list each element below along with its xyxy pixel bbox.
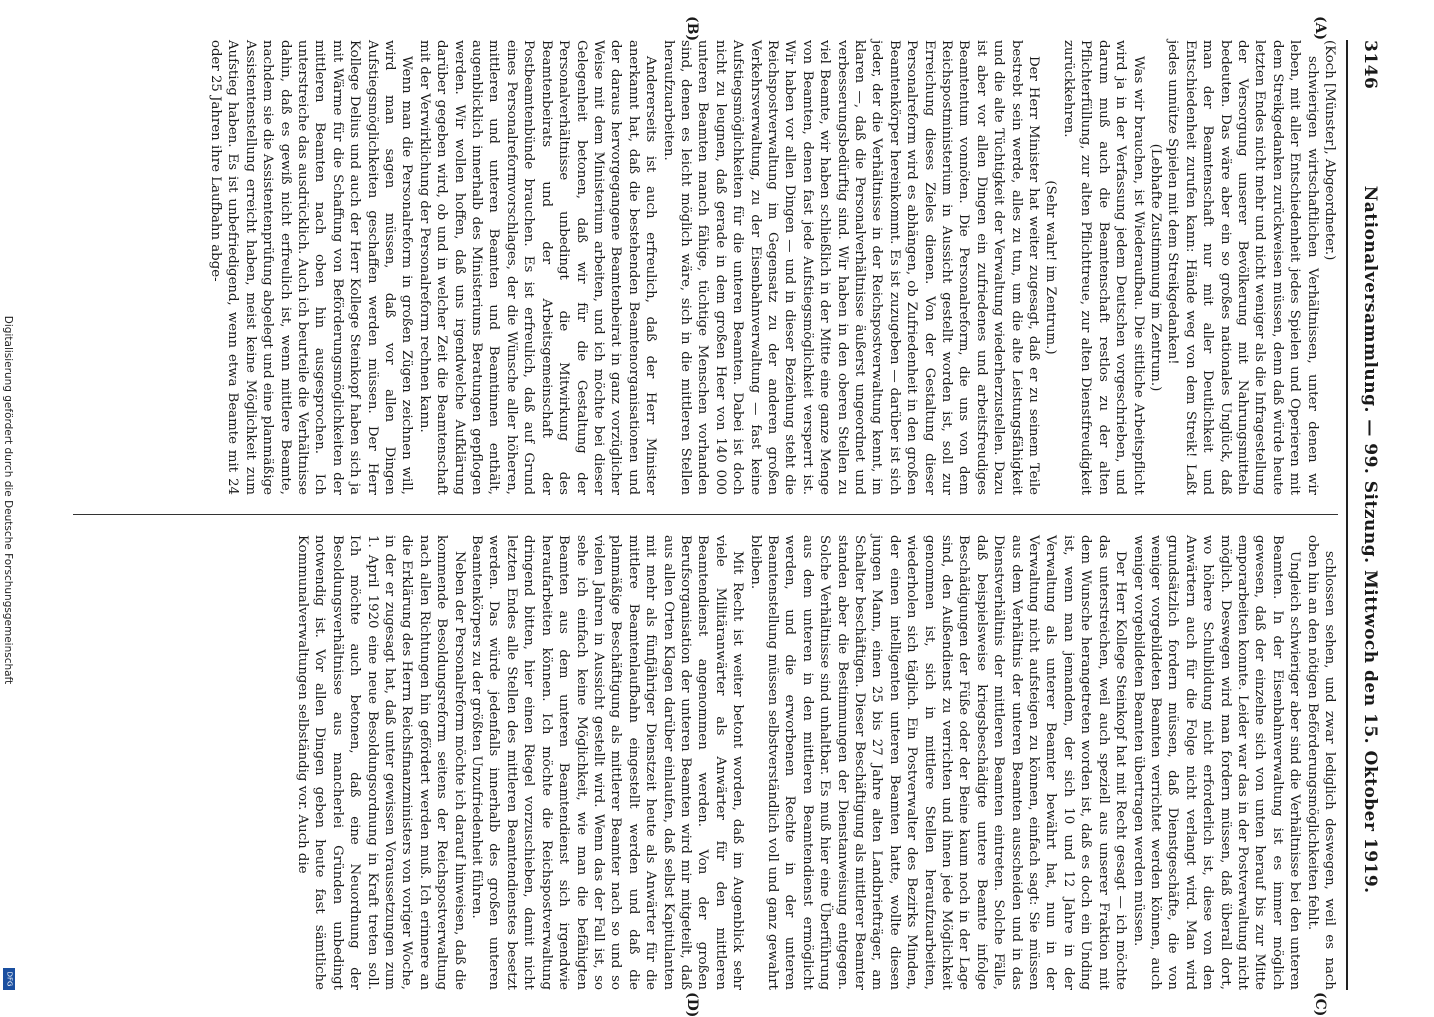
dfg-logo-text: DFG <box>5 971 13 987</box>
right-column-paragraph: Ungleich schwieriger aber sind die Verhältnisse bei den unteren Beamten. In der Eisenbahnverwaltung ist es immer möglich gewesen, daß der einzelne sich von unten herauf bis zur Mitte emporarbeiten konnte. Leider war das in der Postverwaltung nicht möglich. Deswegen wird man fordern müssen, daß überall dort, wo höhere Schulbildung nicht erforderlich ist, diese von den Anwärtern auch für die Folge nicht verlangt wird. Man wird grundsätzlich fordern müssen, daß Dienstgeschäfte, die von weniger vorgebildeten Beamten verrichtet werden können, auch weniger vorgebildeten Beamten übertragen werden müssen. <box>1130 535 1303 990</box>
margin-marker-c: (C) <box>1312 992 1328 1017</box>
credit-text: Digitalisierung gefördert durch die Deutsche Forschungsgemeinschaft <box>2 315 15 685</box>
digitization-credit <box>0 10 16 990</box>
margin-marker-d: (D) <box>684 992 700 1017</box>
right-column-paragraph: schlossen sehen, und zwar lediglich deswegen, weil es nach oben hin an den nötigen Beförderungsmöglichkeiten fehlt. <box>1304 535 1337 990</box>
margin-marker-b: (B) <box>684 16 700 42</box>
left-column-paragraph: (Koch [Münster], Abgeordneter.) <box>1322 40 1337 261</box>
rotated-page-content <box>65 16 1390 1017</box>
right-column <box>73 535 1338 990</box>
left-column-paragraph: Andererseits ist auch erfreulich, daß der Herr Minister anerkannt hat, daß die bestehenden Beamtenorganisationen und der daraus hervorgegangene Beamtenbeirat in ganz vorzüglicher Weise mit dem Ministerium arbeiten, und ich möchte bei dieser Gelegenheit betonen, daß wir für die Gestaltung der Personalverhältnisse unbedingt die Mitwirkung des Beamtenbeirats und der Arbeitsgemeinschaft der Postbeamtenbünde brauchen. Es ist erfreulich, daß auf Grund eines Personalreformvorschlages, der die Wünsche aller höheren, mittleren und unteren Beamten und Beamtinnen enthält, augenblicklich innerhalb des Ministeriums Beratungen gepflogen werden. Wir wollen hoffen, daß uns irgendwelche Aufklärung darüber gegeben wird, ob und in welcher Zeit die Beamtenschaft mit der Verwirklichung der Personalreform rechnen kann. <box>416 40 659 495</box>
dfg-logo-icon <box>3 968 15 990</box>
left-column-paragraph: (Lebhafte Zustimmung im Zentrum.) <box>1147 143 1163 392</box>
right-column-paragraph: Der Herr Kollege Steinkopf hat mit Recht gesagt — ich möchte das unterstreichen, weil auch speziell aus unserer Fraktion mit dem Wunsche herangetreten worden ist, daß es doch ein Unding ist, wenn man jemandem, der sich 10 und 12 Jahre in der Verwaltung als unterer Beamter bewährt hat, nun in der Verwaltung nicht aufsteigen zu können, einfach sagt: Sie müssen aus dem Verhältnis der unteren Beamten ausscheiden und in das Dienstverhältnis der mittleren Beamten eintreten. Solche Fälle, daß beispielsweise kriegsbeschädigte untere Beamte infolge Beschädigungen der Füße oder der Beine kaum noch in der Lage sind, den Außendienst zu verrichten und ihnen jede Möglichkeit genommen ist, sich in mittlere Stellen heraufzuarbeiten, wiederholen sich täglich. Ein Postverwalter des Bezirks Minden, der einen intelligenten unteren Beamten hatte, wollte diesen jungen Mann, einen 25 bis 27 Jahre alten Landbriefträger, am Schalter beschäftigen. Dieser Beschäftigung als mittlerer Beamter standen aber die Bestimmungen der Dienstanweisung entgegen. Solche Verhältnisse sind unhaltbar. Es muß hier eine Überführung aus dem unteren in den mittleren Beamtendienst ermöglicht werden, und die erworbenen Rechte in der unteren Beamtenstellung müssen selbstverständlich voll und ganz gewahrt bleiben. <box>747 535 1129 990</box>
column-divider <box>73 514 1338 515</box>
margin-marker-a: (A) <box>1312 16 1328 41</box>
running-title: Nationalversammlung. — 99. Sitzung. Mittwoch den 15. Oktober 1919. <box>1360 185 1380 894</box>
right-column-paragraph: Mit Recht ist weiter betont worden, daß im Augenblick sehr viele Militäranwärter als Anwärter für den mittleren Beamtendienst angenommen werden. Von der großen Berufsorganisation der unteren Beamten wird mir mitgeteilt, daß aus allen Orten Klagen darüber einlaufen, daß selbst Kapitulanten mit mehr als fünfjähriger Dienstzeit heute als Anwärter für die mittlere Beamtenlaufbahn eingestellt werden und daß die planmäßige Beschäftigung als mittlerer Beamter nach so und so vielen Jahren in Aussicht gestellt wird. Wenn das der Fall ist, so sehe ich einfach keine Möglichkeit, wie man die befähigten Beamten aus dem unteren Beamtendienst sich irgendwie heraufarbeiten können. Ich möchte die Reichspostverwaltung dringend bitten, hier einen Riegel vorzuschieben, damit nicht letzten Endes alle Stellen des mittleren Beamtendienstes besetzt werden. Das würde jedenfalls innerhalb des großen unteren Beamtenkörpers zu der größten Unzufriedenheit führen. <box>469 535 746 990</box>
page-number: 3146 <box>1360 40 1380 90</box>
left-column-paragraph: schwierigen wirtschaftlichen Verhältnissen, unter denen wir leben, mit aller Entschiedenheit jedes Spielen und Operieren mit dem Streikgedanken zurückweisen müssen, denn daß würde heute letzten Endes nicht mehr und nicht weniger als die Infragestellung der Versorgung unserer Bevölkerung mit Nahrungsmitteln bedeuten. Das wäre aber ein so großes nationales Unglück, daß man der Beamtenschaft nur mit aller Deutlichkeit und Entschiedenheit zurufen kann: Hände weg von dem Streik! Laßt jedes unnütze Spielen mit dem Streikgedanken! <box>1165 40 1320 495</box>
left-column-paragraph: Wenn man die Personalreform in großen Zügen zeichnen will, wird man sagen müssen, daß vor allen Dingen Aufstiegsmöglichkeiten geschaffen werden müssen. Der Herr Kollege Delius und auch der Herr Kollege Steinkopf haben sich ja mit Wärme für die Schaffung von Beförderungsmöglichkeiten der mittleren Beamten nach oben hin ausgesprochen. Ich unterstreiche das ausdrücklich. Auch ich beurteile die Verhältnisse dahin, daß es gewiß nicht erfreulich ist, wenn mittlere Beamte, nachdem sie die Assistentenprüfung abgelegt und eine planmäßige Assistentenstellung erreicht haben, meist keine Möglichkeit zum Aufstieg haben. Es ist unbefriedigend, wenn etwa Beamte mit 24 oder 25 Jahren ihre Laufbahn abge- <box>208 40 415 495</box>
left-column-paragraph: (Sehr wahr! im Zentrum.) <box>1043 180 1059 355</box>
page-header <box>1350 40 1390 990</box>
left-column-paragraph: Was wir brauchen, ist Wiederaufbau. Die sittliche Arbeitspflicht wird ja in der Verfassung jedem Deutschen vorgeschrieben, und darum muß auch die Beamtenschaft restlos zu der alten Pflichterfüllung, zur alten Pflichttreue, zur alten Dienstfreudigkeit zurückkehren. <box>1060 40 1146 495</box>
header-rule <box>1346 40 1348 990</box>
left-column-paragraph: Der Herr Minister hat weiter zugesagt, daß er zu seinem Teile bestrebt sein werde, alles zu tun, um die alte Leistungsfähigkeit und die alte Tüchtigkeit der Verwaltung wiederherzustellen. Dazu ist aber vor allen Dingen ein zufriedenes und arbeitsfreudiges Beamtentum vonnöten. Die Personalreform, die uns von dem Reichspostministerium in Aussicht gestellt worden ist, soll zur Erreichung dieses Zieles dienen. Von der Gestaltung dieser Personalreform wird es abhängen, ob Zufriedenheit in den großen Beamtenkörper hereinkommt. Es ist zuzugeben — darüber ist sich jeder, der die Verhältnisse in der Reichspostverwaltung kennt, im klaren —, daß die Personalverhältnisse äußerst ungeordnet und verbesserungsbedürftig sind. Wir haben in den oberen Stellen zu viel Beamte, wir haben schließlich in der Mitte eine ganze Menge von Beamten, denen fast jede Aufstiegsmöglichkeit versperrt ist. Wir haben vor allen Dingen — und in dieser Beziehung steht die Reichspostverwaltung im Gegensatz zu der anderen großen Verkehrsverwaltung, zu der Eisenbahnverwaltung — fast keine Aufstiegsmöglichkeiten für die unteren Beamten. Dabei ist doch nicht zu leugnen, daß gerade in dem großen Heer von 140 000 unteren Beamten manch fähige, tüchtige Menschen vorhanden sind, denen es leicht möglich wäre, sich in die mittleren Stellen heraufzuarbeiten. <box>660 40 1042 495</box>
left-column <box>73 40 1338 495</box>
right-column-paragraph: Neben der Personalreform möchte ich darauf hinweisen, daß die kommende Besoldungsreform seitens der Reichspostverwaltung nach allen Richtungen hin gefördert werden muß. Ich erinnere an die Erklärung des Herrn Reichsfinanzministers von voriger Woche, in der er zugesagt hat, daß unter gewissen Voraussetzungen zum 1. April 1920 eine neue Besoldungsordnung in Kraft treten soll. Ich möchte auch betonen, daß eine Neuordnung der Besoldungsverhältnisse aus mancherlei Gründen unbedingt notwendig ist. Vor allen Dingen geben heute fast sämtliche Kommunalverwaltungen selbständig vor. Auch die <box>295 535 467 990</box>
